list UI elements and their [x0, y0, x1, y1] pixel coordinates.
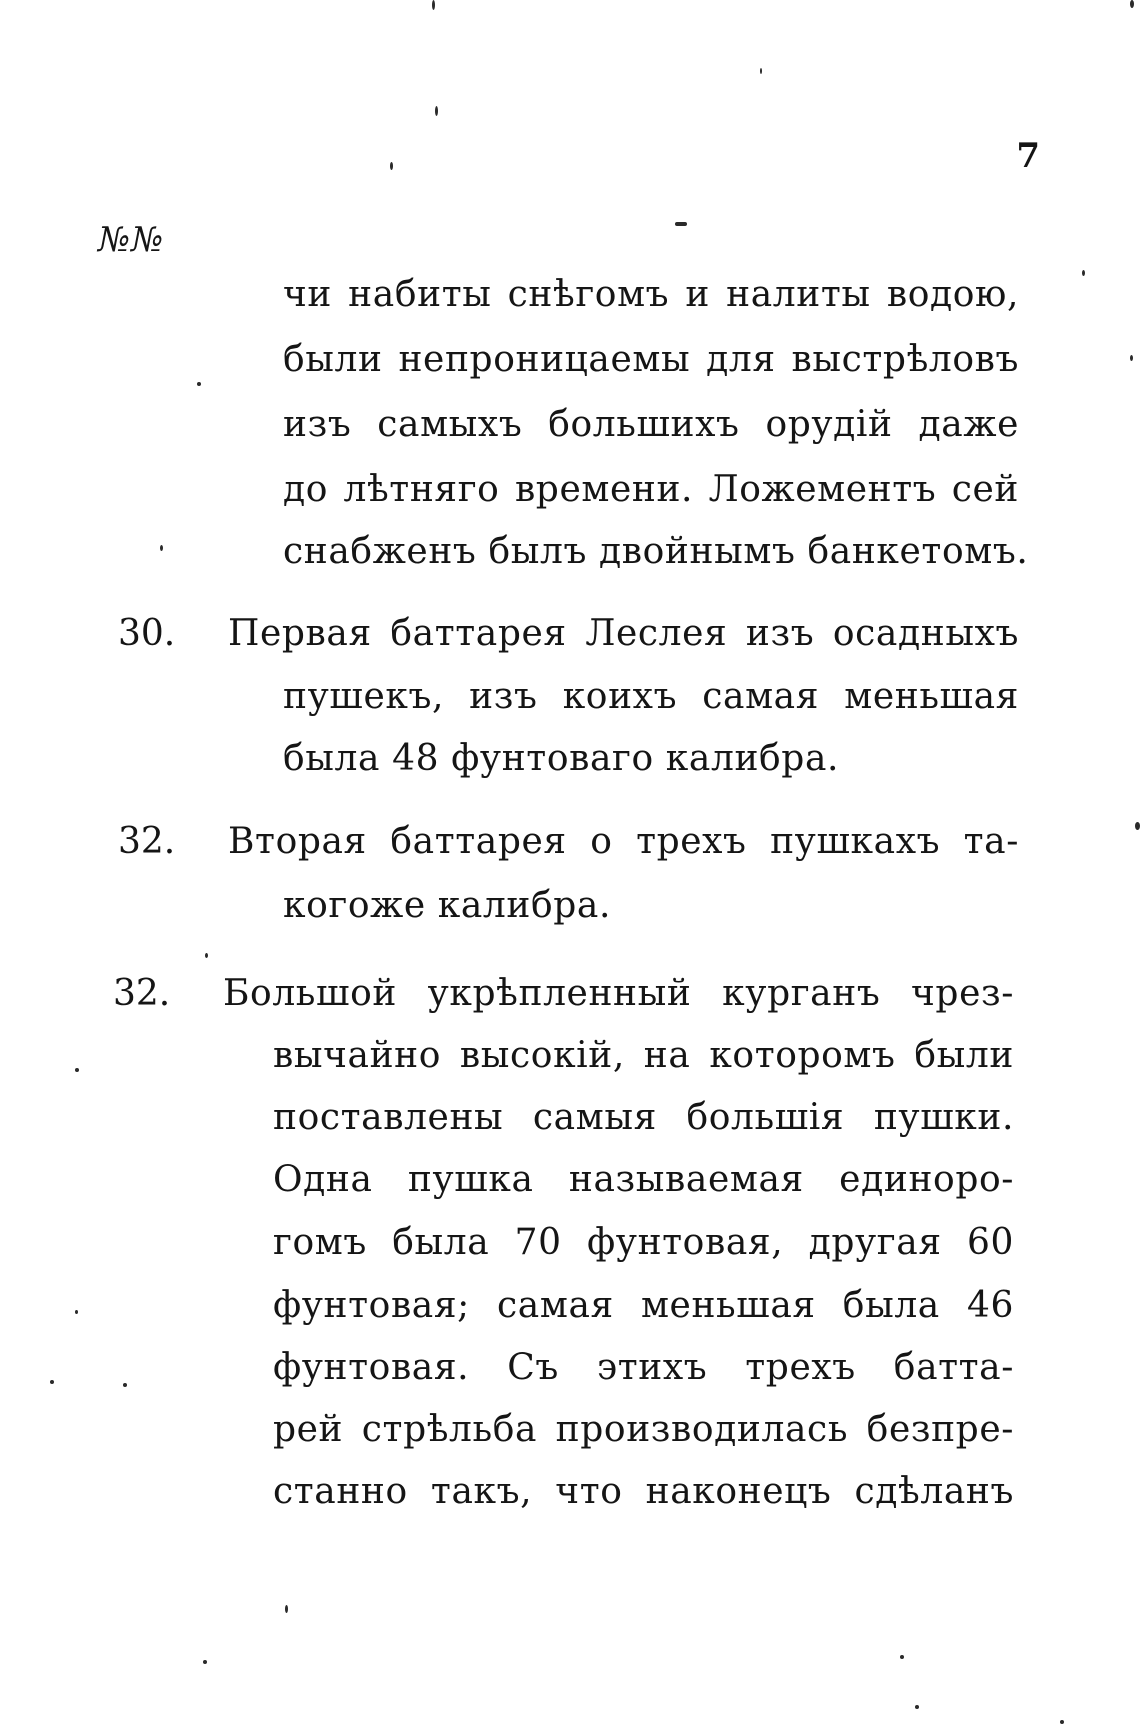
scan-speck: [432, 0, 435, 10]
text-line: до лѣтняго времени. Ложементъ сей: [283, 469, 1019, 510]
text-line: фунтовая. Съ этихъ трехъ батта-: [273, 1347, 1014, 1388]
text-line: когоже калибра.: [283, 885, 612, 926]
entry-number: 30.: [118, 613, 176, 654]
scan-speck: [1060, 1720, 1064, 1724]
scan-speck: [915, 1705, 919, 1709]
text-line: поставлены самыя большія пушки.: [273, 1097, 1014, 1138]
scan-speck: [1135, 822, 1140, 830]
scan-speck: [1130, 355, 1133, 361]
page-number: 7: [1016, 136, 1040, 176]
scan-speck: [1082, 270, 1085, 276]
scan-speck: [160, 545, 163, 551]
scan-speck: [285, 1605, 288, 1613]
scan-speck: [75, 1310, 78, 1314]
text-line: была 48 фунтоваго калибра.: [283, 738, 840, 779]
entry-number: 32.: [113, 973, 171, 1014]
text-line: Одна пушка называемая единоро-: [273, 1159, 1014, 1200]
text-line: рей стрѣльба производилась безпре-: [273, 1409, 1014, 1450]
numero-sign: №№: [98, 220, 165, 260]
scan-speck: [197, 382, 201, 386]
text-line: Вторая баттарея о трехъ пушкахъ та-: [228, 821, 1019, 862]
scan-speck: [75, 1068, 79, 1072]
text-line: станно такъ, что наконецъ сдѣланъ: [273, 1471, 1014, 1512]
text-line: Большой укрѣпленный курганъ чрез-: [223, 973, 1014, 1014]
text-line: были непроницаемы для выстрѣловъ: [283, 339, 1019, 380]
text-line: чи набиты снѣгомъ и налиты водою,: [283, 274, 1019, 315]
scan-speck: [435, 106, 438, 116]
scan-speck: [390, 162, 393, 170]
text-line: снабженъ былъ двойнымъ банкетомъ.: [283, 531, 1029, 572]
text-line: гомъ была 70 фунтовая, другая 60: [273, 1222, 1014, 1263]
scan-speck: [760, 68, 762, 74]
scan-speck: [123, 1383, 127, 1387]
text-line: фунтовая; самая меньшая была 46: [273, 1285, 1014, 1326]
scan-speck: [675, 222, 687, 226]
text-line: вычайно высокій, на которомъ были: [273, 1035, 1014, 1076]
scan-speck: [50, 1380, 54, 1384]
scan-speck: [203, 1660, 207, 1664]
entry-number: 32.: [118, 821, 176, 862]
scan-speck: [900, 1655, 904, 1659]
scan-speck: [1130, 0, 1134, 8]
text-line: изъ самыхъ большихъ орудій даже: [283, 404, 1019, 445]
text-line: Первая баттарея Леслея изъ осадныхъ: [228, 613, 1019, 654]
text-line: пушекъ, изъ коихъ самая меньшая: [283, 676, 1019, 717]
scan-speck: [205, 953, 208, 958]
